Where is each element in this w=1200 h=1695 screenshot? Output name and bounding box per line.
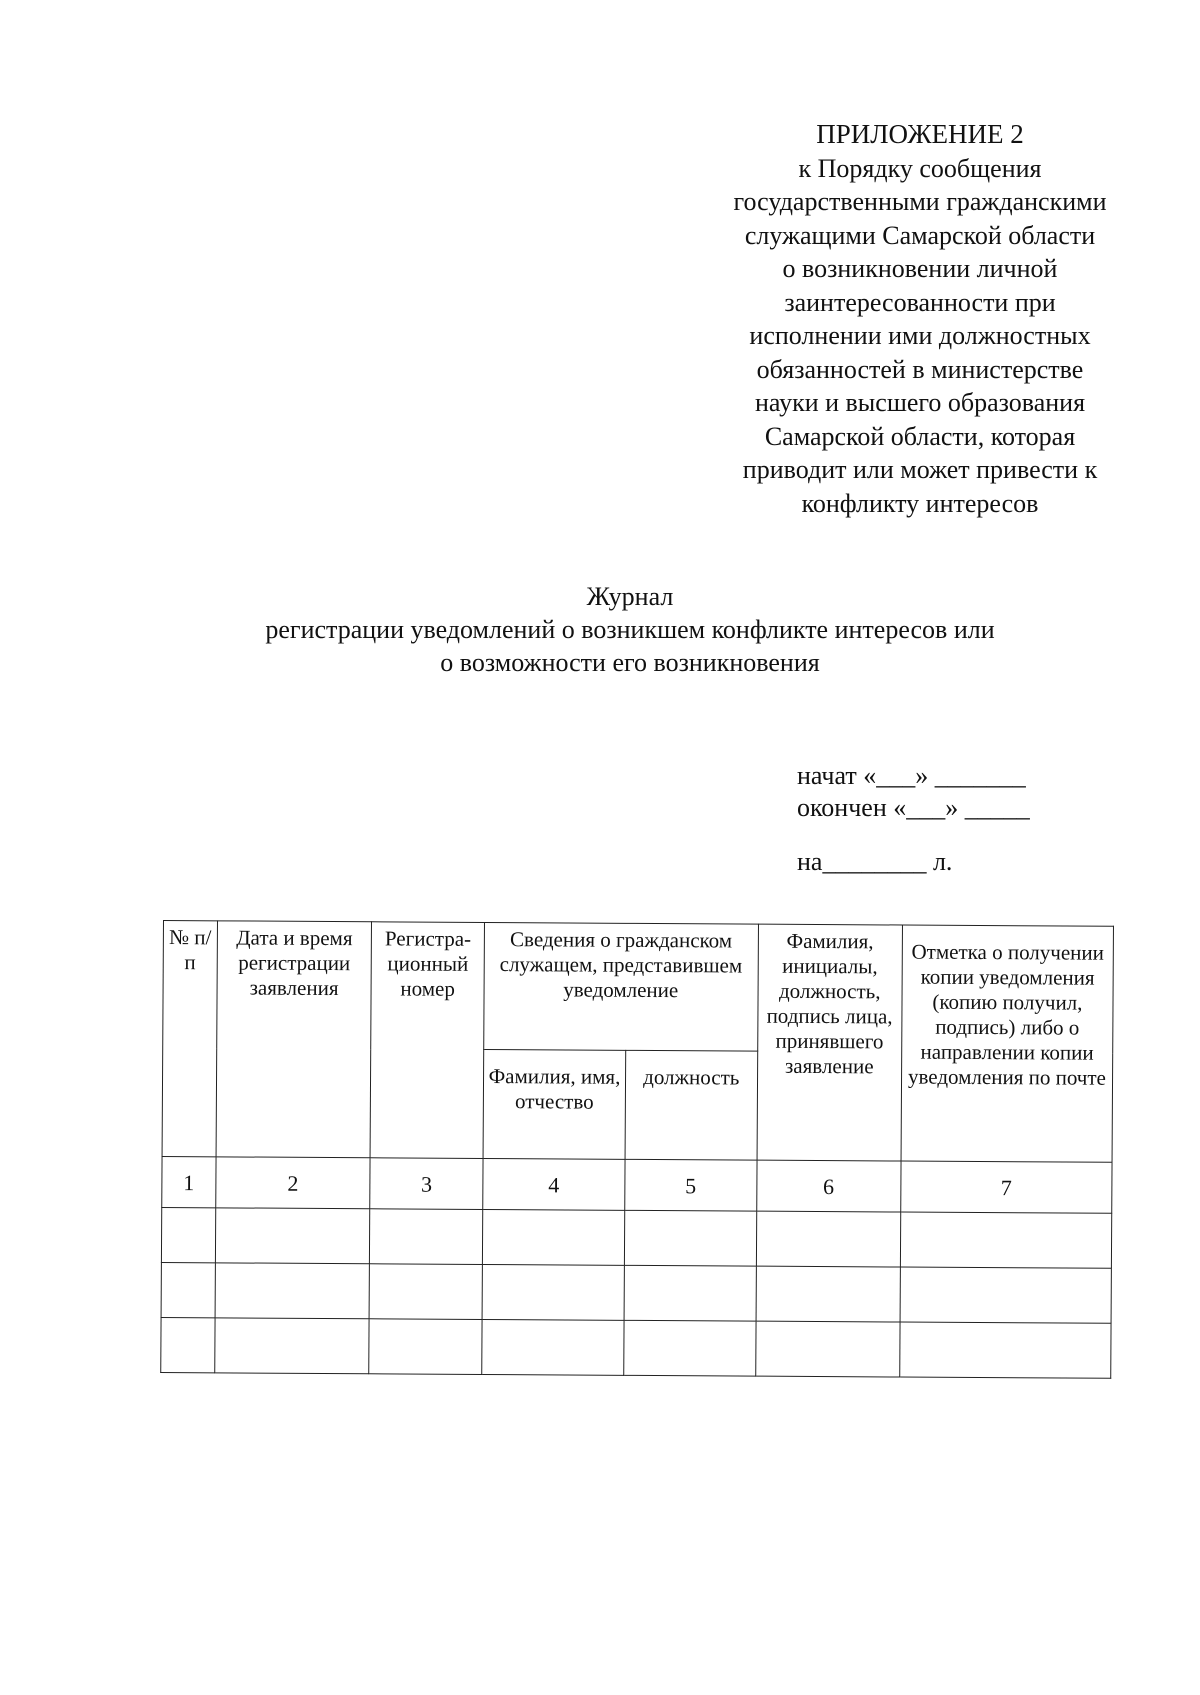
header-position: должность (625, 1050, 757, 1160)
journal-subtitle-line: регистрации уведомлений о возникшем конфликте интересов или (265, 615, 995, 644)
table-cell (755, 1321, 900, 1377)
sheet-count: на________ л. (797, 847, 953, 876)
table-row (161, 1262, 1111, 1323)
column-number: 6 (756, 1160, 901, 1212)
appendix-line: обязанностей в министерстве (756, 354, 1084, 384)
column-number: 1 (162, 1156, 216, 1207)
table-cell (624, 1320, 756, 1376)
table-cell (482, 1209, 624, 1265)
table-cell (624, 1265, 756, 1321)
table-row (161, 1207, 1111, 1268)
table-cell (900, 1322, 1111, 1378)
header-number: № п/п (162, 921, 217, 1157)
journal-meta (797, 760, 1030, 878)
column-number-row (162, 1156, 1112, 1213)
appendix-line: государственными гражданскими (733, 187, 1107, 216)
header-reg-number: Регистра-ционный номер (370, 922, 484, 1159)
appendix-line: служащими Самарской области (744, 220, 1096, 250)
appendix-line: к Порядку сообщения (798, 153, 1042, 183)
table-cell (482, 1264, 624, 1320)
table-cell (900, 1267, 1111, 1323)
finished-date: окончен «___» _____ (797, 793, 1030, 822)
table-cell (756, 1266, 901, 1322)
journal-heading (200, 580, 1060, 679)
appendix-line: Самарской области, которая (764, 421, 1076, 451)
table-cell (370, 1209, 483, 1265)
header-copy-mark: Отметка о получении копии уведомления (копию получил, подпись) либо о направлении копии уведомления по почте (901, 925, 1114, 1162)
table-cell (161, 1262, 215, 1317)
column-number: 5 (625, 1159, 757, 1211)
appendix-line: заинтересованности при (784, 287, 1056, 317)
table-cell (214, 1318, 369, 1374)
appendix-line: науки и высшего образования (754, 388, 1086, 417)
appendix-title: ПРИЛОЖЕНИЕ 2 (816, 119, 1024, 149)
table-row (161, 1317, 1111, 1378)
table-cell (369, 1264, 482, 1320)
header-employee-info: Сведения о гражданском служащем, представившем уведомление (484, 922, 758, 1051)
appendix-block (700, 118, 1140, 520)
table-cell (482, 1319, 624, 1375)
table-cell (215, 1263, 370, 1319)
appendix-line: исполнении ими должностных (749, 321, 1091, 350)
appendix-line: приводит или может привести к (742, 455, 1098, 484)
started-date: начат «___» _______ (797, 761, 1026, 790)
table-cell (900, 1212, 1111, 1268)
appendix-line: конфликту интересов (801, 488, 1039, 518)
column-number: 4 (483, 1158, 625, 1210)
table-cell (161, 1317, 215, 1372)
register-table (160, 920, 1114, 1379)
table-header-row (163, 921, 1114, 1054)
header-date-time: Дата и время регистрации заявления (216, 921, 372, 1158)
header-accepted-by: Фамилия, инициалы, должность, подпись лица, принявшего заявление (757, 924, 903, 1161)
table-cell (624, 1210, 756, 1266)
table-cell (369, 1319, 482, 1375)
header-full-name: Фамилия, имя, отчество (483, 1049, 626, 1159)
table-cell (215, 1208, 370, 1264)
column-number: 7 (901, 1161, 1112, 1213)
table-cell (161, 1207, 215, 1262)
journal-subtitle-line: о возможности его возникновения (440, 648, 820, 677)
column-number: 2 (215, 1157, 370, 1209)
journal-title: Журнал (586, 582, 674, 611)
appendix-line: о возникновении личной (782, 254, 1058, 283)
column-number: 3 (370, 1158, 483, 1210)
table-cell (756, 1211, 901, 1267)
